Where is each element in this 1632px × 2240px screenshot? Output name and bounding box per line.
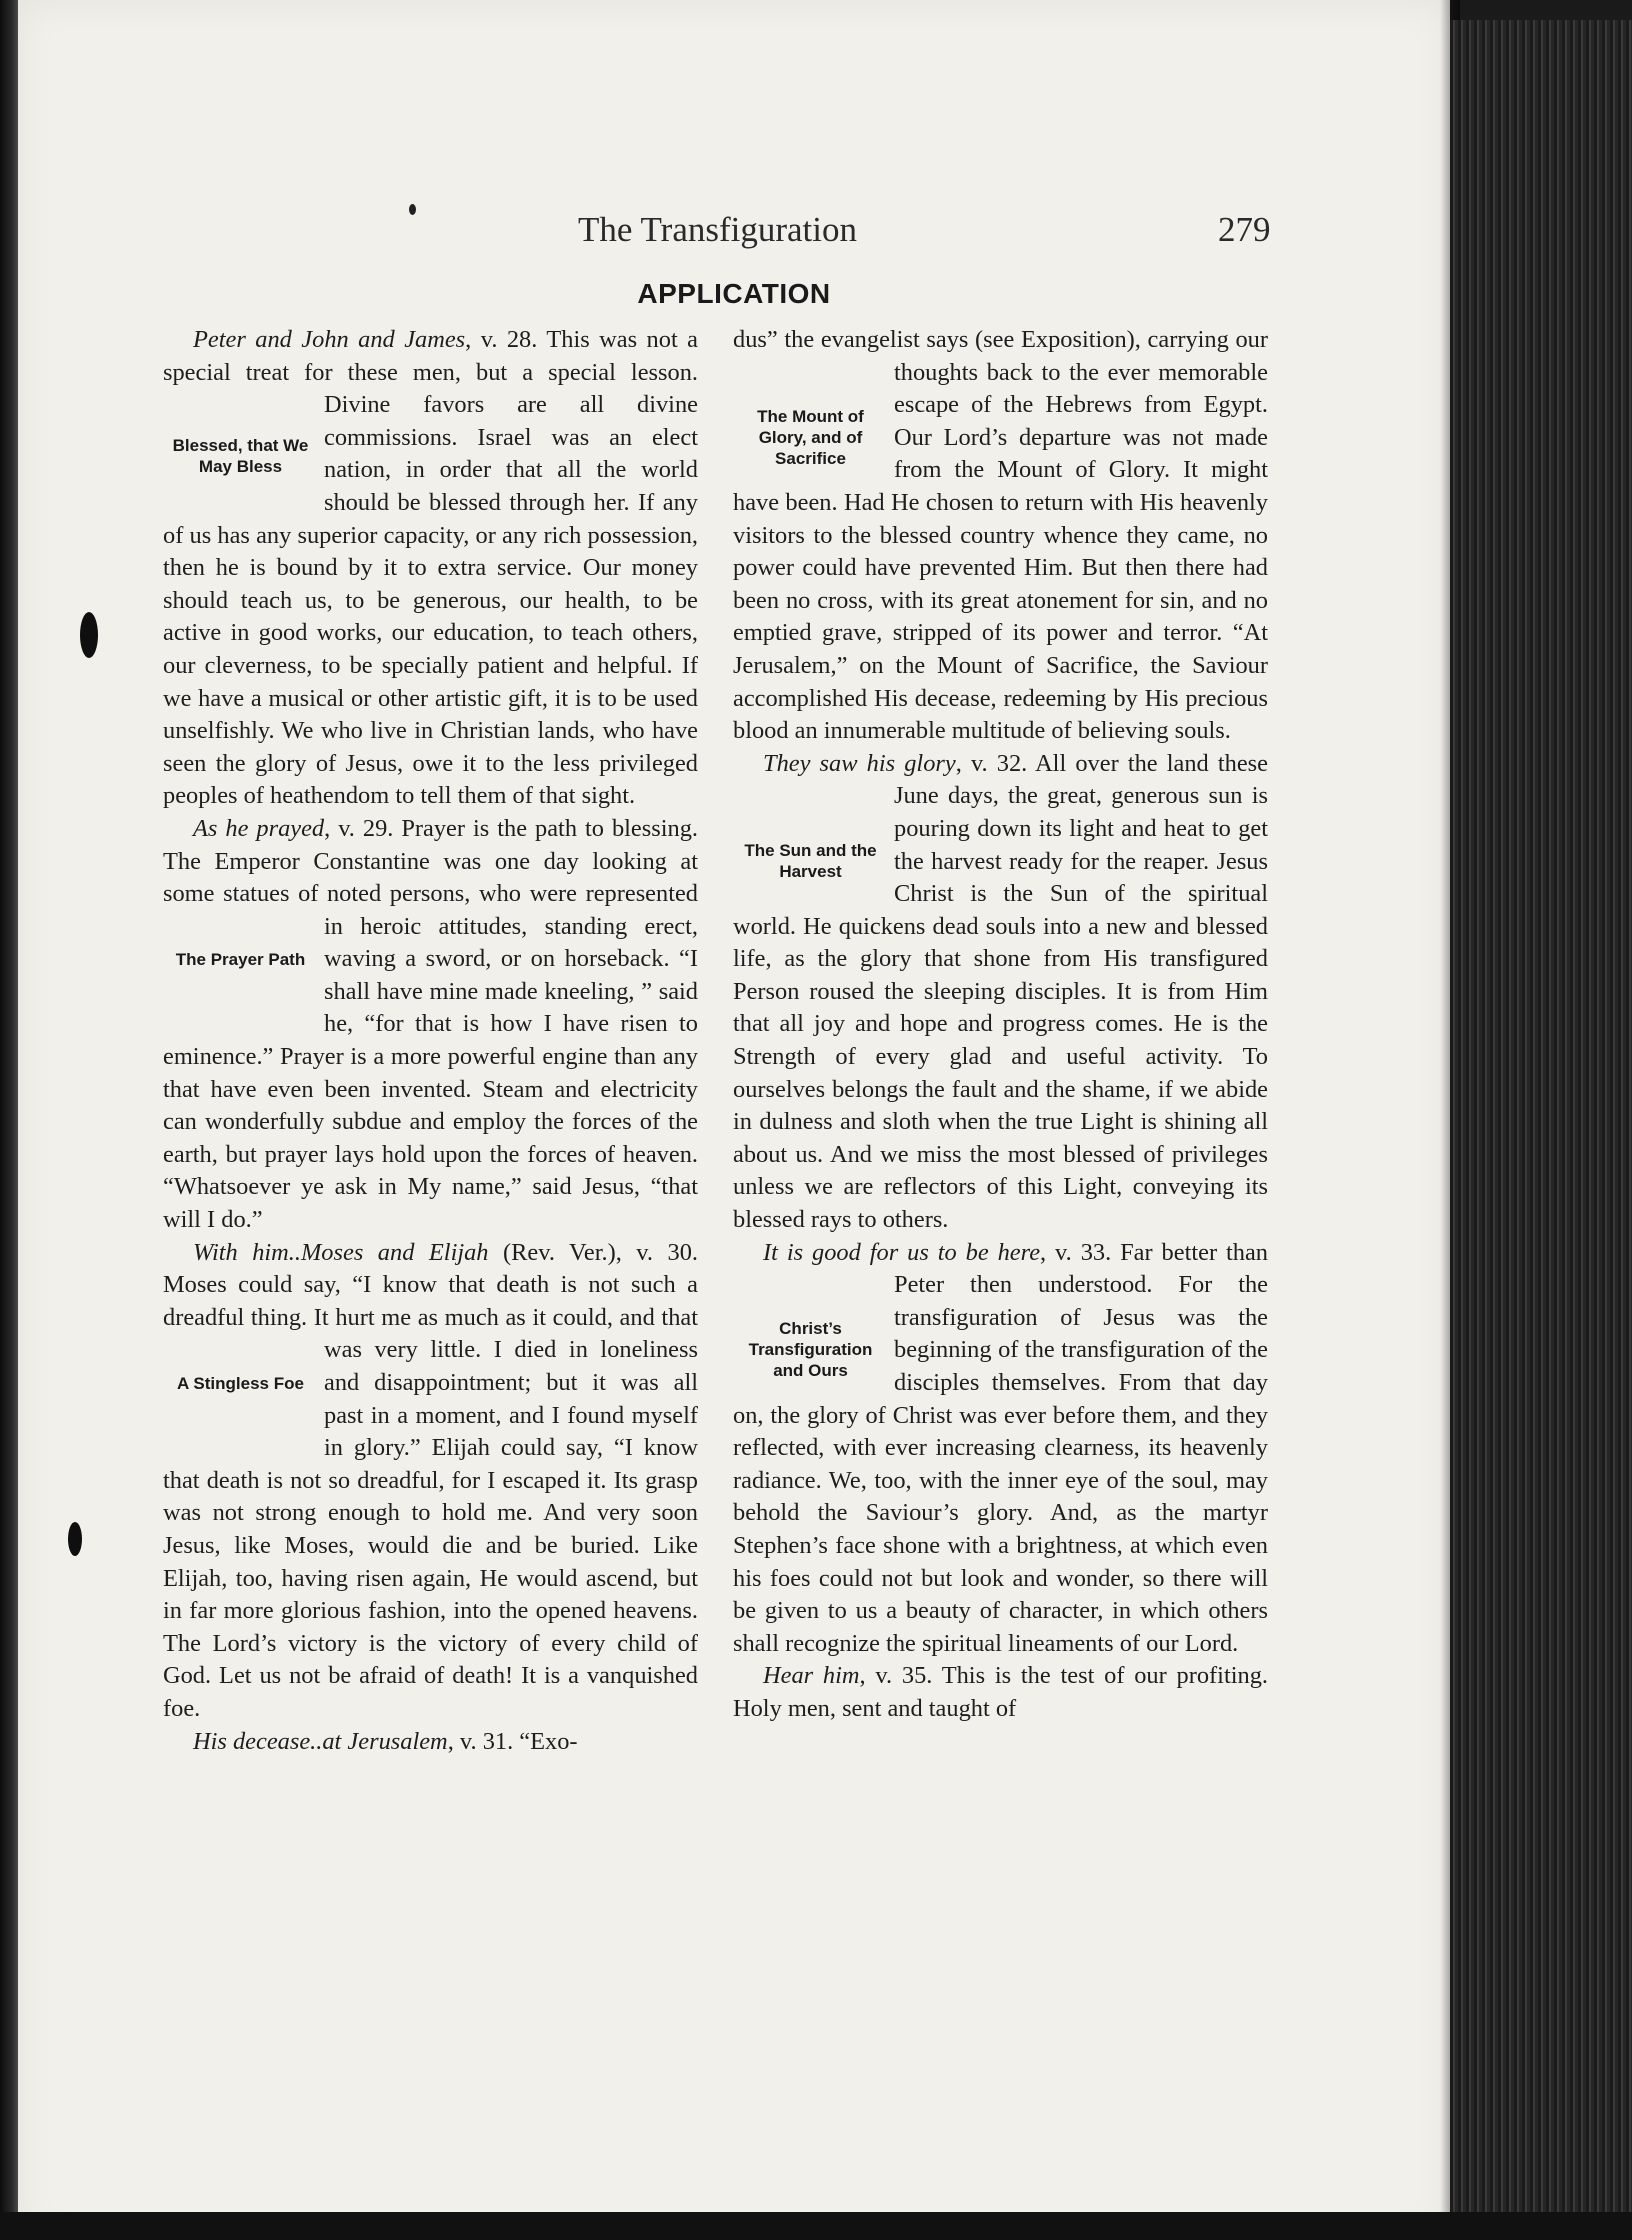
book-bottom-edge xyxy=(0,2212,1632,2240)
paragraph xyxy=(163,1237,698,1726)
side-heading: Blessed, that We May Bless xyxy=(172,436,309,476)
binding-hole-mark xyxy=(68,1522,82,1556)
paragraph-text: dus” the evangelist says (see Exposition), carrying our thoughts back to the ever memorable escape of the Hebrews from Egypt. Our Lord’s departure was not made from the Mount of Glory. It might have been. Had He chosen to return with His heavenly visitors to the blessed country whence they came, no power could have prevented Him. But then there had been no cross, with its great atonement for sin, and no emptied grave, stripped of its power and terror. “At Jerusalem,” on the Mount of Sacrifice, the Saviour accomplished His decease, redeeming by His precious blood an innumerable multitude of believing souls. xyxy=(733,326,1268,745)
left-column xyxy=(163,324,698,1758)
paragraph xyxy=(733,1237,1268,1661)
paragraph xyxy=(733,324,1268,748)
ink-speck xyxy=(409,204,416,215)
side-heading: The Sun and the Harvest xyxy=(744,840,877,881)
book-gutter-shadow xyxy=(0,0,20,2240)
running-head-title: The Transfiguration xyxy=(578,210,858,249)
book-page xyxy=(18,0,1450,2240)
paragraph xyxy=(163,1726,698,1759)
paragraph-lead: They saw his glory xyxy=(763,749,956,777)
paragraph xyxy=(163,324,698,813)
paragraph-text: , v. 29. Prayer is the path to blessing. The Emperor Constantine was one day looking at some statues of noted persons, who were represented in heroic attitudes, standing erect, waving a sword, or on horseback. “I shall have mine made kneeling, ” said he, “for that is how I have risen to eminence.” Prayer is a more powerful engine than any that have even been invented. Steam and electricity can wonderfully subdue and employ the forces of the earth, but prayer lays hold upon the forces of heaven. “Whatsoever ye ask in My name,” said Jesus, “that will I do.” xyxy=(163,814,698,1234)
book-fore-edge xyxy=(1450,20,1632,2240)
paragraph-text: (Rev. Ver.), v. 30. Moses could say, “I know that death is not such a dreadful thing. It hurt me as much as it could, and that was very little. I died in loneliness and disappointment; but it was all past in a moment, and I found myself in glory.” Elijah could say, “I know that death is not so dreadful, for I escaped it. Its grasp was not strong enough to hold me. And very soon Jesus, like Moses, would die and be buried. Like Elijah, too, having risen again, He would ascend, but in far more glorious fashion, into the opened heavens. The Lord’s victory is the victory of every child of God. Let us not be afraid of death! It is a vanquished foe. xyxy=(163,1238,698,1722)
paragraph-lead: Peter and John and James xyxy=(193,326,466,353)
paragraph-text: , v. 28. This was not a special treat for these men, but a special lesson. Divine favors are all divine commissions. Israel was an elect nation, in order that all the world should be blessed through her. If any of us has any superior capacity, or any rich possession, then he is bound by it to extra service. Our money should teach us, to be generous, our health, to be active in good works, our education, to teach others, our cleverness, to be specially patient and helpful. If we have a musical or other artistic gift, it is to be used unselfishly. We who live in Christian lands, who have seen the glory of Jesus, owe it to the less privileged peoples of heathendom to tell them of that sight. xyxy=(163,326,698,810)
paragraph-lead: His decease..at Jerusalem xyxy=(193,1727,448,1755)
paragraph xyxy=(163,813,698,1237)
paragraph xyxy=(733,1660,1268,1725)
side-heading: A Stingless Foe xyxy=(177,1374,304,1394)
running-head xyxy=(538,210,1458,260)
paragraph-text: , v. 32. All over the land these June days, the great, generous sun is pouring down its light and heat to get the harvest ready for the reaper. Jesus Christ is the Sun of the spiritual world. He quickens dead souls into a new and blessed life, as the glory that shone from His transfigured Person roused the sleeping disciples. It is from Him that all joy and hope and progress comes. He is the Strength of every glad and useful activity. To ourselves belongs the fault and the shame, if we abide in dulness and sloth when the true Light is shining all about us. And we miss the most blessed of privileges unless we are reflectors of this Light, conveying its blessed rays to others. xyxy=(733,749,1269,1234)
side-heading: The Mount of Glory, and of Sacrifice xyxy=(757,406,864,468)
paragraph-lead: Hear him xyxy=(763,1662,860,1690)
paragraph-text: , v. 33. Far better than Peter then understood. For the transfiguration of Jesus was the beginning of the transfiguration of the disciples themselves. From that day on, the glory of Christ was ever before them, and they reflected, with ever increasing clearness, its heavenly radiance. We, too, with the inner eye of the soul, may behold the Saviour’s glory. And, as the martyr Stephen’s face shone with a brightness, at which even his foes could not but look and wonder, so there will be given to us a beauty of character, in which others shall recognize the spiritual lineaments of our Lord. xyxy=(733,1238,1268,1657)
paragraph-lead: With him..Moses and Elijah xyxy=(193,1238,489,1266)
side-heading: Christ’s Transfiguration and Ours xyxy=(748,1319,873,1381)
right-column xyxy=(733,324,1268,1726)
paragraph-lead: It is good for us to be here xyxy=(763,1238,1041,1266)
binding-hole-mark xyxy=(80,612,98,658)
paragraph-text: , v. 35. This is the test of our profiting. Holy men, sent and taught of xyxy=(733,1662,1268,1722)
side-heading: The Prayer Path xyxy=(175,950,306,970)
section-heading: APPLICATION xyxy=(637,278,831,309)
paragraph-lead: As he prayed xyxy=(193,814,325,842)
paragraph-text: , v. 31. “Exo- xyxy=(447,1727,578,1755)
paragraph xyxy=(733,748,1268,1237)
page-number: 279 xyxy=(1218,210,1271,249)
